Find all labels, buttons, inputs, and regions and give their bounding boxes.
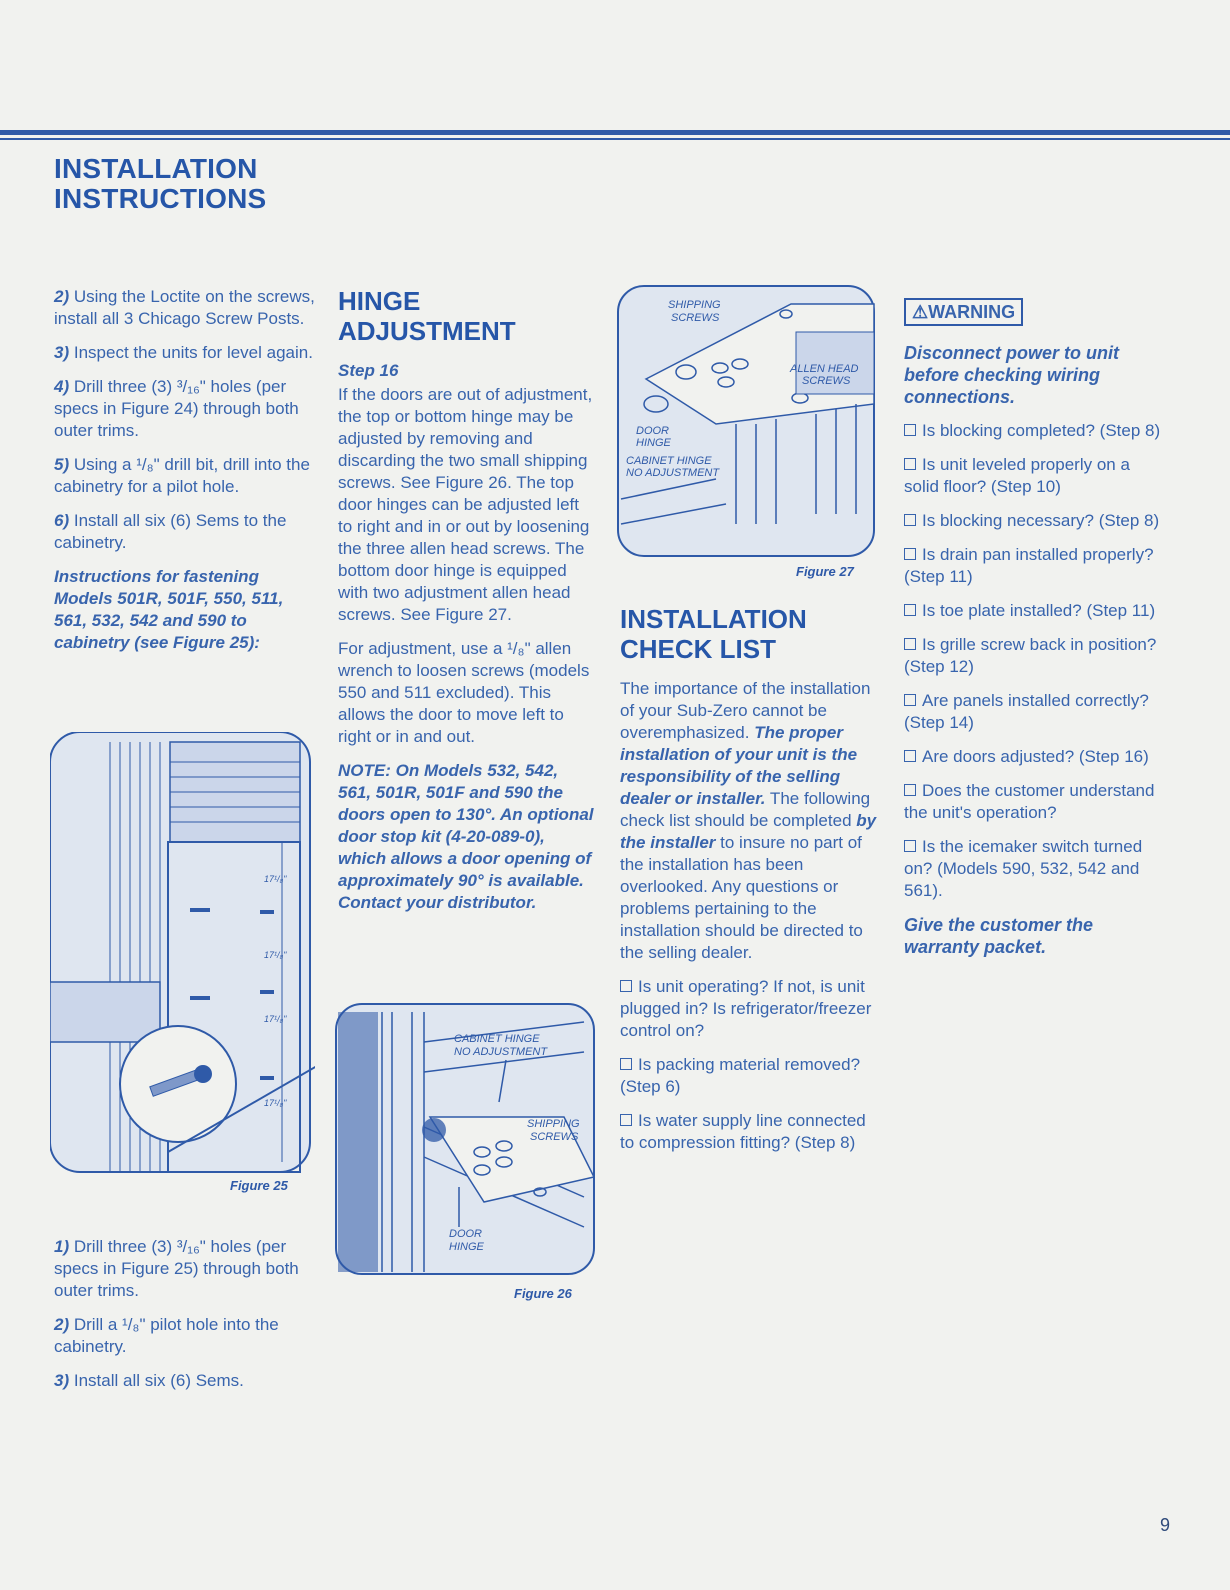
svg-text:SCREWS: SCREWS xyxy=(671,312,720,324)
svg-text:SCREWS: SCREWS xyxy=(802,375,851,387)
svg-text:NO ADJUSTMENT: NO ADJUSTMENT xyxy=(454,1046,548,1058)
svg-text:ALLEN HEAD: ALLEN HEAD xyxy=(790,363,859,375)
closing-note: Give the customer the warranty packet. xyxy=(904,915,1094,957)
title-line-2: INSTRUCTIONS xyxy=(54,183,267,214)
hinge-heading: HINGE ADJUSTMENT xyxy=(338,286,516,346)
svg-text:SHIPPING: SHIPPING xyxy=(668,299,721,311)
checkbox-icon xyxy=(904,694,916,706)
checklist-item: Is packing material removed? (Step 6) xyxy=(620,1055,861,1096)
checkbox-icon xyxy=(904,638,916,650)
checkbox-icon xyxy=(904,458,916,470)
hinge-para-1: If the doors are out of adjustment, the top or bottom hinge may be adjusted by removing and discarding the two small shipping screws. See Figure 26. The top door hinges can be adjusted left to right and in or out by loosening the three allen head screws. The bottom door hinge is equipped with two adjustment allen head screws. See Figure 27. xyxy=(338,385,593,624)
step-item: 3) Inspect the units for level again. xyxy=(54,343,313,362)
step-item: 2) Using the Loctite on the screws, install all 3 Chicago Screw Posts. xyxy=(54,287,315,328)
step-item: 4) Drill three (3) ³/₁₆" holes (per specs in Figure 24) through both outer trims. xyxy=(54,377,299,440)
column-4 xyxy=(904,298,1166,970)
svg-text:CABINET HINGE: CABINET HINGE xyxy=(454,1033,540,1045)
title-line-1: INSTALLATION xyxy=(54,153,258,184)
checklist-item: Is blocking necessary? (Step 8) xyxy=(904,510,1166,532)
checklist-item: Is the icemaker switch turned on? (Models 590, 532, 542 and 561). xyxy=(904,837,1143,900)
checklist-item: Is water supply line connected to compression fitting? (Step 8) xyxy=(620,1111,866,1152)
checklist-item: Does the customer understand the unit's operation? xyxy=(904,781,1155,822)
checklist-item: Are doors adjusted? (Step 16) xyxy=(904,746,1166,768)
warning-text: Disconnect power to unit before checking wiring connections. xyxy=(904,343,1120,407)
checkbox-icon xyxy=(904,604,916,616)
column-1-bottom xyxy=(54,1236,316,1404)
figure-26-label: Figure 26 xyxy=(514,1286,572,1301)
figure-25 xyxy=(50,732,315,1212)
dim-label: 17¹/₈" xyxy=(264,874,287,884)
checklist-item: Is toe plate installed? (Step 11) xyxy=(904,600,1166,622)
step-item: 3) Install all six (6) Sems. xyxy=(54,1371,244,1390)
svg-text:HINGE: HINGE xyxy=(636,437,671,449)
checkbox-icon xyxy=(904,548,916,560)
header-rule-thin xyxy=(0,138,1230,140)
checkbox-icon xyxy=(904,784,916,796)
checklist-intro: The importance of the installation of your Sub-Zero cannot be overemphasized. The proper installation of your unit is the responsibility of the selling dealer or installer. The following check list should be completed by the installer to insure no part of the installation has been overlooked. Any questions or problems pertaining to the installation should be directed to the selling dealer. xyxy=(620,679,877,962)
header-rule xyxy=(0,130,1230,135)
dim-label: 17¹/₈" xyxy=(264,1014,287,1024)
fastening-subhead: Instructions for fastening Models 501R, 501F, 550, 511, 561, 532, 542 and 590 to cabinetry (see Figure 25): xyxy=(54,567,284,652)
dim-label: 17¹/₈" xyxy=(264,950,287,960)
checklist-item: Is unit leveled properly on a solid floor? (Step 10) xyxy=(904,455,1130,496)
svg-text:SHIPPING: SHIPPING xyxy=(527,1118,580,1130)
checklist-item: Is drain pan installed properly? (Step 11) xyxy=(904,545,1154,586)
step-item: 1) Drill three (3) ³/₁₆" holes (per specs in Figure 25) through both outer trims. xyxy=(54,1237,299,1300)
checkbox-icon xyxy=(620,1114,632,1126)
checklist-item: Is unit operating? If not, is unit plugged in? Is refrigerator/freezer control on? xyxy=(620,977,872,1040)
checkbox-icon xyxy=(904,750,916,762)
checkbox-icon xyxy=(620,1058,632,1070)
checkbox-icon xyxy=(904,840,916,852)
checklist-item: Is grille screw back in position? (Step 12) xyxy=(904,635,1157,676)
dim-label: 17¹/₈" xyxy=(264,1098,287,1108)
figure-25-label: Figure 25 xyxy=(230,1178,288,1193)
checklist-item: Is blocking completed? (Step 8) xyxy=(904,420,1166,442)
step-item: 6) Install all six (6) Sems to the cabinetry. xyxy=(54,511,287,552)
step-16: Step 16 xyxy=(338,361,399,380)
column-1 xyxy=(54,286,316,666)
hinge-para-2: For adjustment, use a ¹/₈" allen wrench to loosen screws (models 550 and 511 excluded). This allows the door to move left to right or in and out. xyxy=(338,639,590,746)
page-number: 9 xyxy=(1160,1515,1171,1535)
svg-text:DOOR: DOOR xyxy=(449,1228,482,1240)
step-item: 2) Drill a ¹/₈" pilot hole into the cabinetry. xyxy=(54,1315,279,1356)
svg-text:CABINET HINGE: CABINET HINGE xyxy=(626,455,712,467)
page-title xyxy=(54,154,266,214)
figure-27-label: Figure 27 xyxy=(796,564,854,579)
hinge-note: NOTE: On Models 532, 542, 561, 501R, 501F and 590 the doors open to 130°. An optional door stop kit (4-20-089-0), which allows a door opening of approximately 90° is available. Contact your distributor. xyxy=(338,761,594,912)
checkbox-icon xyxy=(904,424,916,436)
checkbox-icon xyxy=(904,514,916,526)
svg-text:DOOR: DOOR xyxy=(636,425,669,437)
step-item: 5) Using a ¹/₈" drill bit, drill into the cabinetry for a pilot hole. xyxy=(54,455,310,496)
figure-27 xyxy=(616,284,880,584)
svg-text:NO ADJUSTMENT: NO ADJUSTMENT xyxy=(626,467,720,479)
warning-badge: ⚠WARNING xyxy=(904,298,1023,326)
checkbox-icon xyxy=(620,980,632,992)
checklist-heading: INSTALLATION CHECK LIST xyxy=(620,604,807,664)
checklist-item: Are panels installed correctly? (Step 14) xyxy=(904,691,1149,732)
column-3 xyxy=(620,604,884,1166)
svg-text:HINGE: HINGE xyxy=(449,1241,484,1253)
column-2 xyxy=(338,286,594,926)
figure-26 xyxy=(334,1002,598,1302)
svg-text:SCREWS: SCREWS xyxy=(530,1131,579,1143)
